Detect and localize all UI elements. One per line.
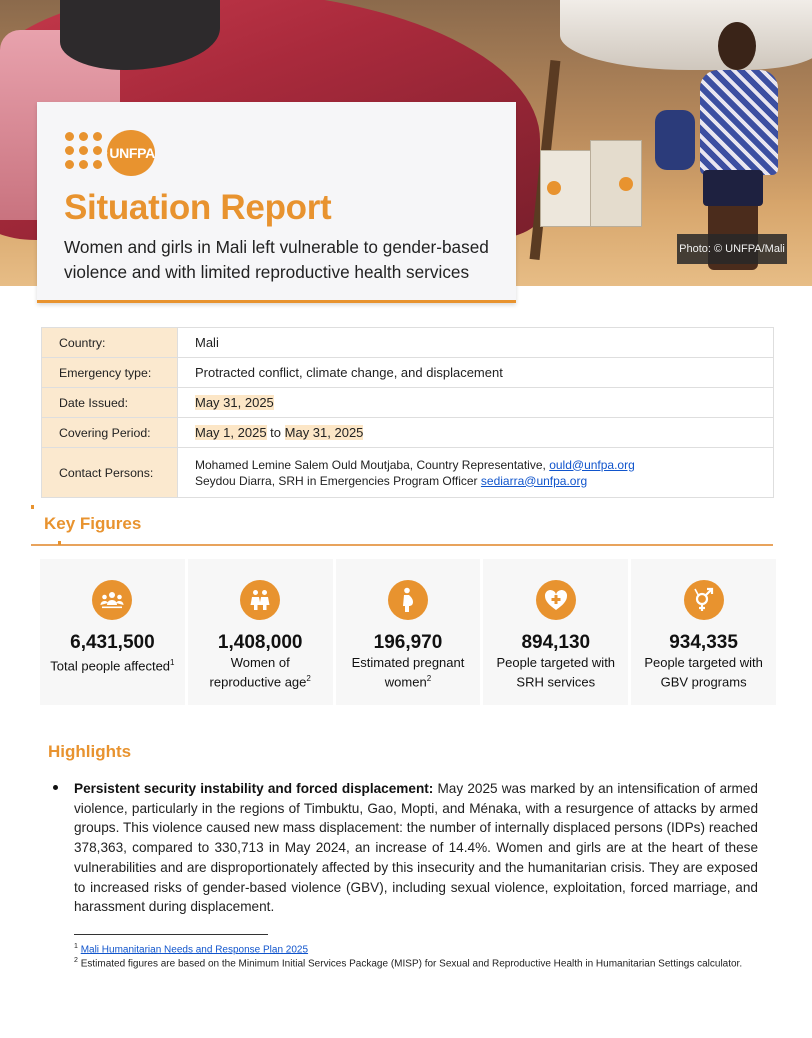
women-icon [240, 580, 280, 620]
key-figures-cards [40, 559, 776, 705]
country-value: Mali [178, 328, 774, 358]
figure-value: 196,970 [373, 632, 443, 653]
figure-value: 1,408,000 [217, 632, 303, 653]
page-subtitle: Women and girls in Mali left vulnerable to gender-based violence and with limited reproductive health services [64, 237, 489, 282]
contact1-text: Mohamed Lemine Salem Ould Moutjaba, Country Representative, [195, 457, 546, 472]
country-label: Country: [42, 328, 178, 358]
highlight-paragraph [74, 779, 758, 917]
footnote-1-link[interactable]: Mali Humanitarian Needs and Response Plan 2025 [80, 944, 309, 956]
period-label: Covering Period: [42, 418, 178, 448]
figure-label: Total people affected$^1$ [50, 658, 175, 674]
table-row [42, 388, 774, 418]
key-figures-header [31, 503, 773, 546]
divider-mark [31, 505, 34, 509]
figure-label: Estimated pregnant women$^2$ [351, 655, 465, 690]
emergency-value: Protracted conflict, climate change, and displacement [178, 358, 774, 388]
logo-text: UNFPA [109, 145, 155, 161]
figure-value: 6,431,500 [70, 632, 155, 653]
people-group-icon [92, 580, 132, 620]
contact-line-2 [195, 473, 773, 489]
figure-card [631, 559, 776, 705]
child-figure [655, 110, 695, 170]
emergency-label: Emergency type: [42, 358, 178, 388]
period-to-word: to [270, 425, 282, 440]
figure-card [188, 559, 333, 705]
child-shirt [700, 70, 778, 175]
footnote-divider [74, 934, 268, 935]
unfpa-logo [65, 130, 195, 176]
figure-value: 934,335 [669, 632, 738, 653]
table-row [42, 418, 774, 448]
footnote-2: $^2$ Estimated figures are based on the Minimum Initial Services Package (MISP) for Sexual and Reproductive Health in Humanitarian Settings calculator. [74, 957, 743, 970]
unfpa-box-logo [619, 177, 633, 191]
bullet-icon [53, 785, 58, 790]
figure-label: People targeted with GBV programs [644, 655, 763, 690]
date-label: Date Issued: [42, 388, 178, 418]
figure-value: 894,130 [521, 632, 591, 653]
white-cloth [560, 0, 812, 70]
un-emblem-icon [107, 146, 108, 160]
table-row [42, 448, 774, 498]
contact1-email-link[interactable]: ould@unfpa.org [549, 457, 635, 472]
report-info-table [41, 327, 774, 498]
table-row [42, 358, 774, 388]
child-shorts [703, 170, 763, 206]
highlights-title: Highlights [48, 742, 132, 761]
heart-plus-icon [536, 580, 576, 620]
pregnant-woman-icon [388, 580, 428, 620]
table-row [42, 328, 774, 358]
key-figures-title: Key Figures [44, 514, 142, 533]
gender-icon [684, 580, 724, 620]
period-from: May 1, 2025 [195, 425, 267, 440]
photo-credit: Photo: © UNFPA/Mali [677, 234, 787, 264]
logo-dots [65, 132, 111, 174]
figure-card [336, 559, 481, 705]
page-title: Situation Report [64, 188, 332, 227]
contact-line-1 [195, 457, 773, 473]
unfpa-box-logo [547, 181, 561, 195]
divider-mark [58, 541, 61, 545]
supply-box [590, 140, 642, 227]
contact2-text: Seydou Diarra, SRH in Emergencies Program Officer [195, 473, 478, 488]
contact2-email-link[interactable]: sediarra@unfpa.org [480, 473, 588, 488]
highlight-lead: Persistent security instability and forced displacement: [74, 781, 434, 796]
child-head [718, 22, 756, 70]
footnote-1: $^1$ Mali Humanitarian Needs and Response Plan 2025 [74, 943, 309, 956]
figure-card [40, 559, 185, 705]
date-value: May 31, 2025 [195, 395, 274, 410]
supply-box [540, 150, 597, 227]
period-to: May 31, 2025 [284, 425, 364, 440]
figure-card [483, 559, 628, 705]
figure-label: People targeted with SRH services [496, 655, 616, 690]
figure-label: Women of reproductive age$^2$ [209, 655, 311, 690]
title-card [37, 102, 516, 303]
highlight-body: May 2025 was marked by an intensification of armed violence, particularly in the regions of Timbuktu, Gao, Mopti, and Ménaka, with a resurgence of attacks by armed groups. This violence caused new mass displacement: the number of internally displaced persons (IDPs) reached 378,363, compared to 330,713 in May 2024, an increase of 14.4%. Women and girls are at the heart of these vulnerabilities and are disproportionately affected by this insecurity and the humanitarian crisis. They are exposed to increased risks of gender-based violence (GBV), including sexual violence, exploitation, forced marriage, and harassment during displacement. [74, 781, 758, 915]
contact-label: Contact Persons: [42, 448, 178, 498]
logo-circle [107, 130, 155, 176]
